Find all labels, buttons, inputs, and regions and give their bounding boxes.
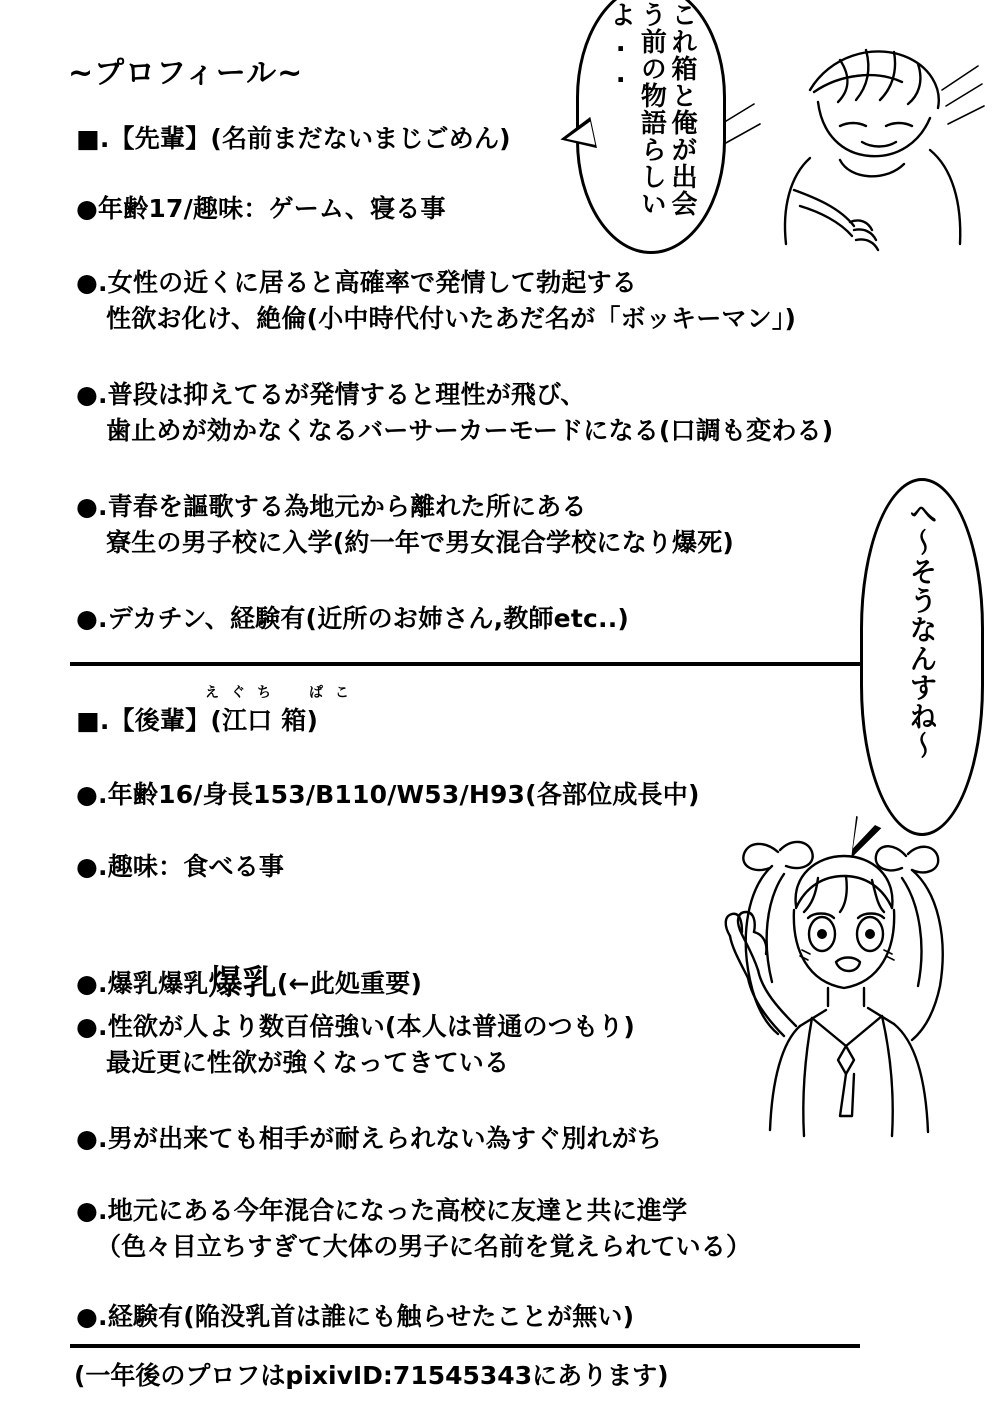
- speech-balloon-right-text: へ～そうなんすね～: [905, 499, 939, 760]
- speech-balloon-right: [860, 478, 984, 836]
- senpai-item-school: ●.青春を謳歌する為地元から離れた所にある: [76, 492, 587, 521]
- kouhai-item-stats: ●.年齢16/身長153/B110/W53/H93(各部位成長中): [76, 780, 700, 809]
- kouhai-item-highschool-cont: （色々目立ちすぎて大体の男子に名前を覚えられている）: [96, 1232, 752, 1261]
- kouhai-item-libido-cont: 最近更に性欲が強くなってきている: [106, 1048, 510, 1077]
- kouhai-item-bust: [76, 928, 422, 1006]
- section-divider: [70, 662, 860, 666]
- page-title: ~プロフィール~: [68, 56, 304, 91]
- kouhai-item-highschool: ●.地元にある今年混合になった高校に友達と共に進学: [76, 1196, 688, 1225]
- kouhai-item-bust-emphasis: 爆乳: [208, 963, 277, 1003]
- senpai-item-berserk: ●.普段は抑えてるが発情すると理性が飛び、: [76, 380, 586, 409]
- kouhai-name-ruby: えぐち ぱこ: [205, 685, 361, 701]
- senpai-item-age-hobby: ●年齢17/趣味：ゲーム、寝る事: [76, 194, 446, 223]
- speech-balloon-top: [576, 0, 726, 254]
- speech-balloon-top-text: これ箱と俺が出会う前の物語らしいよ..: [605, 1, 697, 217]
- kouhai-item-libido: ●.性欲が人より数百倍強い(本人は普通のつもり): [76, 1012, 635, 1041]
- kouhai-heading: ■.【後輩】(江口 箱): [76, 706, 319, 735]
- senpai-item-arousal: ●.女性の近くに居ると高確率で発情して勃起する: [76, 268, 637, 297]
- senpai-item-arousal-cont: 性欲お化け、絶倫(小中時代付いたあだ名が「ボッキーマン」): [106, 304, 797, 333]
- kouhai-item-hobby: ●.趣味：食べる事: [76, 852, 285, 881]
- senpai-item-experience: ●.デカチン、経験有(近所のお姉さん,教師etc..): [76, 604, 630, 633]
- illustration-girl-sketch: [700, 830, 1000, 1160]
- footer-note: (一年後のプロフはpixivID:71545343にあります): [74, 1361, 669, 1390]
- kouhai-item-breakups: ●.男が出来ても相手が耐えられない為すぐ別れがち: [76, 1124, 663, 1153]
- kouhai-item-experience: ●.経験有(陥没乳首は誰にも触らせたことが無い): [76, 1302, 635, 1331]
- kouhai-item-bust-a: ●.爆乳爆乳: [76, 969, 209, 998]
- senpai-item-berserk-cont: 歯止めが効かなくなるバーサーカーモードになる(口調も変わる): [106, 416, 834, 445]
- senpai-item-school-cont: 寮生の男子校に入学(約一年で男女混合学校になり爆死): [106, 528, 735, 557]
- illustration-boy-sketch: [690, 30, 990, 270]
- kouhai-item-bust-note: (←此処重要): [276, 969, 423, 998]
- footer-divider: [70, 1344, 860, 1348]
- senpai-heading: ■.【先輩】(名前まだないまじごめん): [76, 124, 511, 153]
